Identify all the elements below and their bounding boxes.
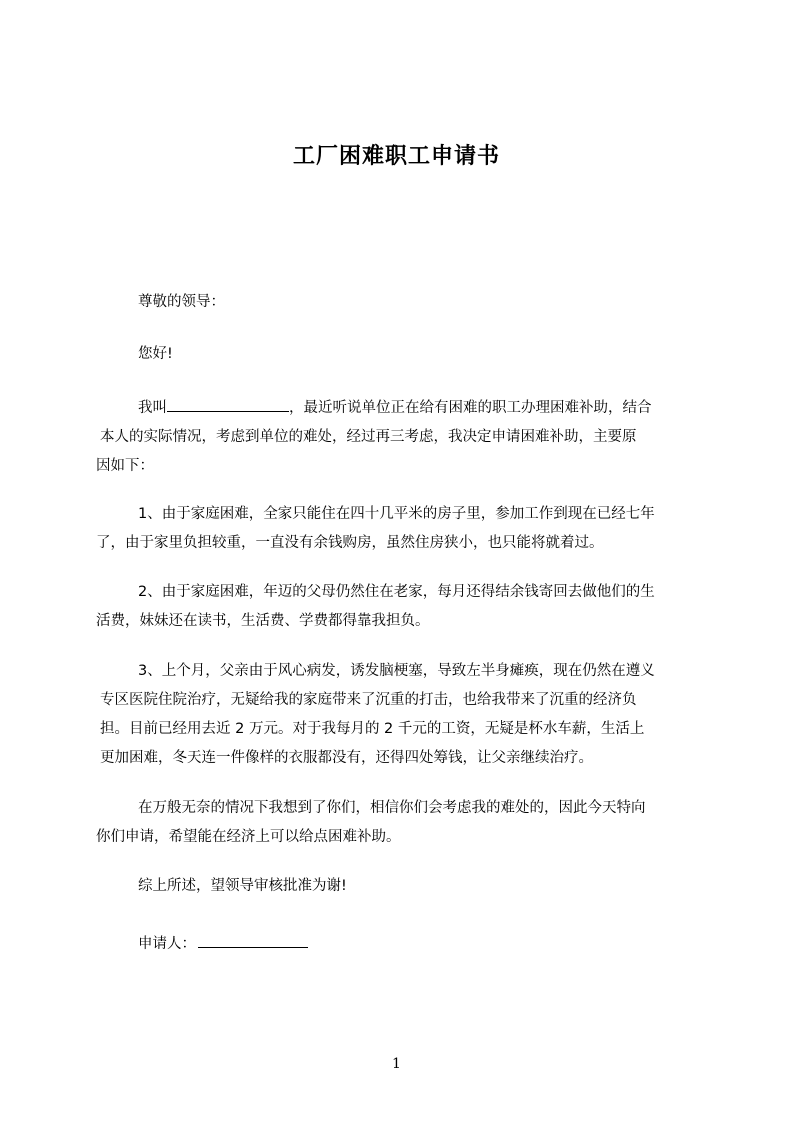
reason-2-line-2: 活费，妹妹还在读书，生活费、学费都得靠我担负。 (96, 613, 430, 629)
reason-3-line-3: 担。目前已经用去近 2 万元。对于我每月的 2 千元的工资，无疑是杯水车薪，生活上 (100, 721, 645, 737)
intro-line-1 (138, 394, 758, 423)
reason-1-line-1: 1、由于家庭困难，全家只能住在四十几平米的房子里，参加工作到现在已经七年 (138, 506, 655, 522)
intro-prefix: 我叫 (138, 400, 167, 416)
reason-1-line-2: 了，由于家里负担较重，一直没有余钱购房，虽然住房狭小，也只能将就着过。 (96, 535, 604, 551)
signature-blank (198, 933, 308, 948)
closing: 综上所述，望领导审核批准为谢! (138, 878, 347, 894)
reason-3-line-4: 更加困难，冬天连一件像样的衣服都没有，还得四处筹钱，让父亲继续治疗。 (100, 750, 593, 766)
request-line-1: 在万般无奈的情况下我想到了你们，相信你们会考虑我的难处的，因此今天特向 (138, 800, 646, 816)
applicant-line (138, 930, 758, 959)
applicant-label: 申请人： (138, 936, 196, 952)
name-blank (167, 397, 289, 412)
document-title: 工厂困难职工申请书 (292, 144, 500, 169)
page-number: 1 (392, 1056, 401, 1072)
reason-2-line-1: 2、由于家庭困难，年迈的父母仍然住在老家，每月还得结余钱寄回去做他们的生 (138, 584, 655, 600)
intro-line-2: 本人的实际情况，考虑到单位的难处，经过再三考虑，我决定申请困难补助，主要原 (100, 429, 637, 445)
reason-3-line-2: 专区医院住院治疗，无疑给我的家庭带来了沉重的打击，也给我带来了沉重的经济负 (100, 692, 637, 708)
intro-line-3: 因如下： (96, 458, 154, 474)
request-line-2: 你们申请，希望能在经济上可以给点困难补助。 (96, 829, 401, 845)
intro-suffix: ，最近听说单位正在给有困难的职工办理困难补助，结合 (289, 400, 652, 416)
greeting: 您好! (138, 346, 173, 362)
reason-3-line-1: 3、上个月，父亲由于风心病发，诱发脑梗塞，导致左半身瘫痪，现在仍然在遵义 (138, 663, 655, 679)
salutation: 尊敬的领导： (138, 294, 225, 310)
